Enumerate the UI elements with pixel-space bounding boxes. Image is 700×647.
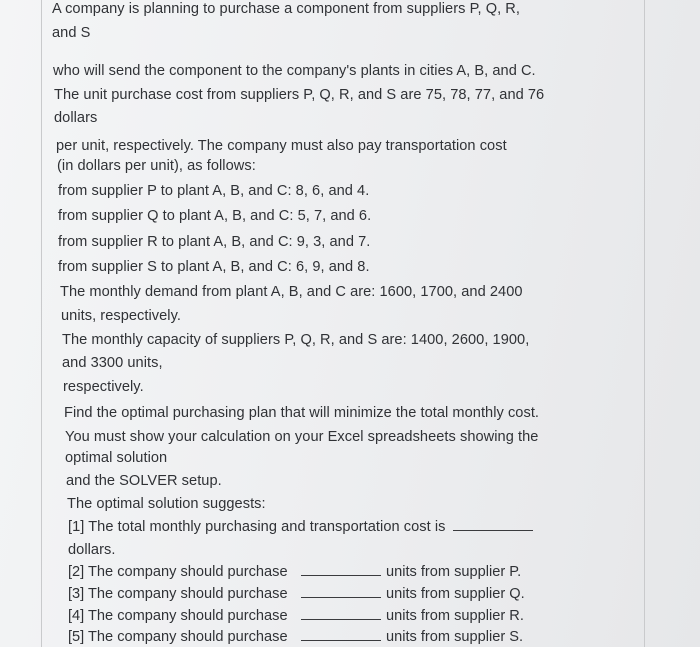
question-2-text: [2] The company should purchase (68, 564, 288, 580)
problem-line: The optimal solution suggests: (67, 496, 266, 512)
problem-line: respectively. (63, 379, 144, 395)
problem-line: and the SOLVER setup. (66, 473, 222, 489)
question-1-text: [1] The total monthly purchasing and transportation cost is (68, 519, 446, 535)
supplier-q-blank[interactable] (301, 585, 381, 598)
supplier-r-blank[interactable] (301, 607, 381, 620)
question-5-suffix: units from supplier S. (386, 629, 524, 645)
problem-line: A company is planning to purchase a component from suppliers P, Q, R, (52, 1, 520, 17)
problem-line: (in dollars per unit), as follows: (57, 158, 256, 174)
question-1-suffix: dollars. (68, 542, 116, 558)
supplier-p-blank[interactable] (301, 563, 381, 576)
problem-line: and S (52, 25, 91, 41)
left-frame-edge (41, 0, 42, 647)
problem-line: per unit, respectively. The company must also pay transportation cost (56, 138, 507, 154)
problem-line: The unit purchase cost from suppliers P, Q, R, and S are 75, 78, 77, and 76 (54, 87, 545, 103)
problem-line: and 3300 units, (62, 355, 163, 371)
question-1 (68, 518, 533, 536)
right-frame-edge (644, 0, 645, 647)
question-3-text: [3] The company should purchase (68, 586, 288, 602)
problem-line: from supplier P to plant A, B, and C: 8, 6, and 4. (58, 183, 370, 199)
supplier-s-blank[interactable] (301, 628, 381, 641)
question-3-suffix: units from supplier Q. (386, 586, 525, 602)
problem-line: from supplier S to plant A, B, and C: 6, 9, and 8. (58, 259, 370, 275)
problem-line: units, respectively. (61, 308, 181, 324)
problem-line: The monthly capacity of suppliers P, Q, R, and S are: 1400, 2600, 1900, (62, 332, 530, 348)
problem-line: dollars (54, 110, 98, 126)
question-5-text: [5] The company should purchase (68, 629, 288, 645)
problem-line: from supplier Q to plant A, B, and C: 5, 7, and 6. (58, 208, 372, 224)
total-cost-blank[interactable] (453, 518, 533, 531)
question-4-suffix: units from supplier R. (386, 608, 524, 624)
problem-line: You must show your calculation on your Excel spreadsheets showing the (65, 429, 539, 445)
problem-line: who will send the component to the company's plants in cities A, B, and C. (53, 63, 536, 79)
question-4-text: [4] The company should purchase (68, 608, 288, 624)
problem-line: Find the optimal purchasing plan that will minimize the total monthly cost. (64, 405, 540, 421)
problem-line: optimal solution (65, 450, 168, 466)
problem-line: from supplier R to plant A, B, and C: 9, 3, and 7. (58, 234, 371, 250)
question-2-suffix: units from supplier P. (386, 564, 522, 580)
problem-line: The monthly demand from plant A, B, and C are: 1600, 1700, and 2400 (60, 284, 523, 300)
